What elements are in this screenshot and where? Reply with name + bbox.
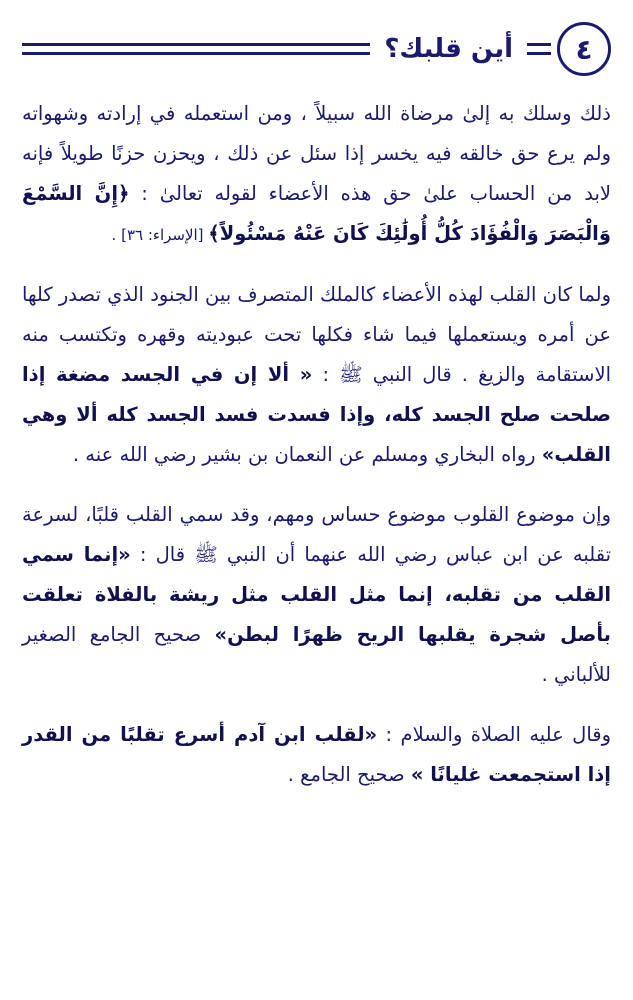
- paragraph: [22, 94, 611, 255]
- paragraph: [22, 715, 611, 795]
- paragraph-text: وقال عليه الصلاة والسلام :: [377, 723, 611, 746]
- paragraph-text: ولما كان القلب لهذه الأعضاء كالملك المتصرف بين الجنود الذي تصدر كلها عن أمره ويستعملها فيما شاء فكلها تحت عبوديته وقهره وتكتسب منه الاستقامة والزيغ . قال النبي ﷺ :: [22, 283, 611, 386]
- quran-quote: ﴿إِنَّ السَّمْعَ وَالْبَصَرَ وَالْفُؤَادَ كُلُّ أُولَٰئِكَ كَانَ عَنْهُ مَسْئُولاً﴾: [22, 182, 611, 245]
- page-number: ٤: [557, 22, 611, 76]
- verse-reference: [الإسراء: ٣٦] .: [111, 226, 209, 244]
- hadith-quote: «إنما سمي القلب من تقلبه، إنما مثل القلب مثل ريشة بالفلاة تعلقت بأصل شجرة يقلبها الريح ظهرًا لبطن»: [22, 543, 611, 646]
- hadith-source: صحيح الجامع الصغير للألباني .: [22, 623, 611, 686]
- hadith-source: صحيح الجامع .: [287, 763, 411, 786]
- paragraph-text: وإن موضوع القلوب موضوع حساس ومهم، وقد سمي القلب قلبًا، لسرعة تقلبه عن ابن عباس رضي الله عنهما أن النبي ﷺ قال :: [22, 503, 612, 566]
- chapter-title: أين قلبك؟: [384, 34, 513, 64]
- page-body: [22, 94, 611, 795]
- hadith-source: رواه البخاري ومسلم عن النعمان بن بشير رضي الله عنه .: [72, 443, 542, 466]
- header-rule-short: [527, 43, 551, 55]
- paragraph: [22, 275, 611, 475]
- page-header: [22, 18, 611, 80]
- header-rule-long: [22, 43, 370, 55]
- paragraph-text: ذلك وسلك به إلىٰ مرضاة الله سبيلاً ، ومن استعمله في إرادته وشهواته ولم يرع حق خالقه فيه يخسر إذا سئل عن ذلك ، ويحزن حزنًا طويلاً فإنه لابد من الحساب علىٰ حق هذه الأعضاء لقوله تعالىٰ :: [22, 102, 611, 205]
- paragraph: [22, 495, 611, 695]
- hadith-quote: « ألا إن في الجسد مضغة إذا صلحت صلح الجسد كله، وإذا فسدت فسد الجسد كله ألا وهي القلب»: [22, 363, 611, 466]
- hadith-quote: «لقلب ابن آدم أسرع تقلبًا من القدر إذا استجمعت غليانًا »: [22, 723, 611, 786]
